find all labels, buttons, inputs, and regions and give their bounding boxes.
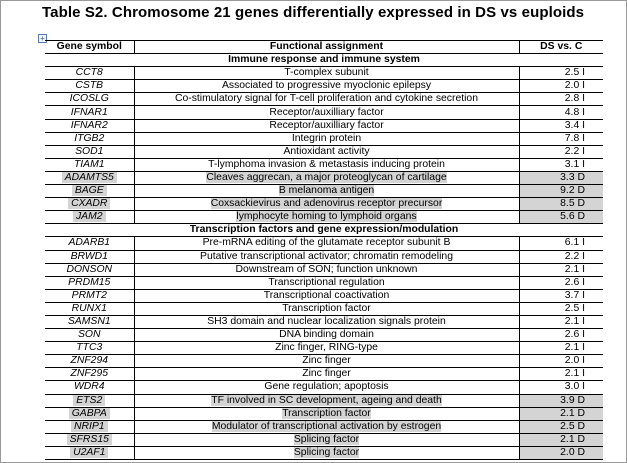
functional-assignment: Zinc finger [302,355,351,367]
function-cell [134,93,519,106]
ratio-cell [519,237,603,250]
header-ds-vs-c [519,41,603,54]
functional-assignment: DNA binding domain [279,329,374,341]
function-cell [134,368,519,381]
ds-vs-c-value: 3.4 I [564,119,585,131]
functional-assignment: Coxsackievirus and adenovirus receptor precursor [210,198,443,210]
function-cell [134,171,519,184]
gene-symbol: CXADR [68,198,110,209]
table-row [45,263,603,276]
gene-symbol-cell [45,446,134,459]
gene-symbol: TTC3 [76,342,103,354]
functional-assignment: Associated to progressive myoclonic epilepsy [221,80,432,92]
gene-symbol-cell [45,407,134,420]
function-cell [134,106,519,119]
gene-symbol: ZNF294 [70,355,109,367]
gene-symbol: ADARB1 [68,237,111,249]
table-row [45,171,603,184]
table-row [45,289,603,302]
section-heading: Immune response and immune system [45,54,603,67]
ratio-cell [519,276,603,289]
ratio-cell [519,198,603,211]
ds-vs-c-value: 3.9 D [560,394,585,406]
gene-symbol: U2AF1 [70,447,108,458]
gene-symbol-cell [45,171,134,184]
gene-symbol: TIAM1 [73,158,105,170]
table-row [45,119,603,132]
functional-assignment: TF involved in SC development, ageing and death [211,394,442,406]
table-row [45,302,603,315]
ds-vs-c-value: 2.0 I [564,80,585,92]
functional-assignment: lymphocyte homing to lymphoid organs [236,211,417,223]
gene-symbol-cell [45,211,134,224]
section-heading-row [45,54,603,67]
gene-symbol-cell [45,119,134,132]
functional-assignment: Pre-mRNA editing of the glutamate receptor subunit B [202,237,451,249]
ratio-cell [519,342,603,355]
table-body [45,54,603,460]
ratio-cell [519,132,603,145]
ratio-cell [519,185,603,198]
gene-symbol-cell [45,132,134,145]
function-cell [134,250,519,263]
functional-assignment: Receptor/auxilliary factor [269,106,384,118]
ds-vs-c-value: 2.5 D [560,420,585,432]
table-title: Table S2. Chromosome 21 genes differentially expressed in DS vs euploids [42,4,585,21]
ratio-cell [519,407,603,420]
function-cell [134,433,519,446]
functional-assignment: Antioxidant activity [283,145,370,157]
ratio-cell [519,329,603,342]
function-cell [134,198,519,211]
gene-symbol-cell [45,185,134,198]
function-cell [134,289,519,302]
table-row [45,446,603,459]
ds-vs-c-value: 2.5 I [564,67,585,79]
ds-vs-c-value: 3.3 D [560,171,585,183]
function-cell [134,394,519,407]
ds-vs-c-value: 3.0 I [564,381,585,393]
gene-symbol-cell [45,93,134,106]
table-row [45,381,603,394]
gene-symbol-cell [45,433,134,446]
functional-assignment: B melanoma antigen [278,185,375,197]
ds-vs-c-value: 2.6 I [564,276,585,288]
section-heading: Transcription factors and gene expression/modulation [45,224,603,237]
function-cell [134,67,519,80]
functional-assignment: Gene regulation; apoptosis [264,381,389,393]
table-row [45,368,603,381]
table-row [45,211,603,224]
table-row [45,394,603,407]
table-row [45,420,603,433]
table-row [45,315,603,328]
table-row [45,237,603,250]
gene-symbol: ZNF295 [70,368,109,380]
gene-symbol-cell [45,67,134,80]
gene-symbol: SOD1 [75,145,104,157]
functional-assignment: Receptor/auxilliary factor [269,119,384,131]
gene-symbol: SON [77,329,101,341]
ds-vs-c-value: 2.6 I [564,329,585,341]
functional-assignment: T-lymphoma invasion & metastasis inducing protein [208,158,445,170]
function-cell [134,185,519,198]
header-functional-assignment: Functional assignment [134,41,519,54]
function-cell [134,381,519,394]
gene-symbol-cell [45,342,134,355]
gene-symbol-cell [45,198,134,211]
function-cell [134,263,519,276]
ds-vs-c-value: 2.1 I [564,342,585,354]
ratio-cell [519,289,603,302]
table-row [45,145,603,158]
ratio-cell [519,381,603,394]
function-cell [134,302,519,315]
gene-symbol-cell [45,237,134,250]
table-row [45,185,603,198]
gene-symbol-cell [45,276,134,289]
table-row [45,355,603,368]
header-gene-symbol: Gene symbol [45,41,134,54]
table-move-handle-icon[interactable]: + [38,34,47,43]
function-cell [134,446,519,459]
ds-vs-c-value: 3.1 I [564,158,585,170]
gene-symbol: DONSON [66,263,113,275]
gene-symbol: IFNAR1 [70,106,108,118]
gene-symbol-cell [45,394,134,407]
ds-vs-c-value: 3.7 I [564,289,585,301]
function-cell [134,80,519,93]
ratio-cell [519,93,603,106]
ratio-cell [519,250,603,263]
gene-symbol: RUNX1 [71,302,107,314]
functional-assignment: Co-stimulatory signal for T-cell proliferation and cytokine secretion [174,93,478,105]
gene-symbol: CCT8 [75,67,103,79]
gene-symbol-cell [45,80,134,93]
ratio-cell [519,145,603,158]
gene-symbol: BAGE [72,185,107,196]
function-cell [134,145,519,158]
gene-symbol-cell [45,145,134,158]
ds-vs-c-value: 8.5 D [560,198,585,210]
ratio-cell [519,263,603,276]
ratio-cell [519,171,603,184]
gene-symbol: PRDM15 [68,276,111,288]
header-ds-vs-c-label: DS vs. C [540,41,583,53]
ratio-cell [519,315,603,328]
functional-assignment: Modulator of transcriptional activation by estrogen [211,420,442,432]
gene-symbol-cell [45,106,134,119]
ratio-cell [519,106,603,119]
function-cell [134,329,519,342]
function-cell [134,342,519,355]
ds-vs-c-value: 2.2 I [564,250,585,262]
function-cell [134,407,519,420]
table-row [45,250,603,263]
function-cell [134,119,519,132]
table-row [45,329,603,342]
gene-symbol-cell [45,250,134,263]
gene-symbol: ITGB2 [74,132,105,144]
functional-assignment: Cleaves aggrecan, a major proteoglycan of cartilage [206,171,447,183]
gene-symbol: JAM2 [73,211,106,222]
ds-vs-c-value: 2.0 D [560,446,585,458]
ratio-cell [519,368,603,381]
ds-vs-c-value: 9.2 D [560,185,585,197]
gene-symbol: WDR4 [73,381,105,393]
table-row [45,407,603,420]
gene-symbol: PRMT2 [71,289,107,301]
table-row [45,342,603,355]
gene-symbol-cell [45,302,134,315]
ratio-cell [519,67,603,80]
ratio-cell [519,80,603,93]
ds-vs-c-value: 2.8 I [564,93,585,105]
functional-assignment: Zinc finger, RING-type [275,342,378,354]
function-cell [134,132,519,145]
function-cell [134,158,519,171]
ds-vs-c-value: 2.5 I [564,302,585,314]
gene-symbol-cell [45,315,134,328]
header-row [45,41,603,54]
ratio-cell [519,211,603,224]
ds-vs-c-value: 2.0 I [564,355,585,367]
ratio-cell [519,420,603,433]
functional-assignment: Transcriptional regulation [268,276,385,288]
gene-symbol-cell [45,329,134,342]
table-row [45,93,603,106]
gene-symbol: IFNAR2 [70,119,108,131]
gene-symbol-cell [45,158,134,171]
functional-assignment: Transcription factor [282,302,371,314]
gene-symbol: NRIP1 [71,421,108,432]
table-row [45,158,603,171]
functional-assignment: SH3 domain and nuclear localization signals protein [207,316,446,328]
ratio-cell [519,446,603,459]
gene-symbol: SAMSN1 [67,316,111,328]
function-cell [134,237,519,250]
function-cell [134,315,519,328]
ds-vs-c-value: 2.2 I [564,145,585,157]
ds-vs-c-value: 7.8 I [564,132,585,144]
gene-symbol: SFRS15 [67,434,112,445]
gene-symbol-cell [45,289,134,302]
ratio-cell [519,355,603,368]
table-row [45,198,603,211]
ds-vs-c-value: 2.1 D [560,407,585,419]
ds-vs-c-value: 2.1 D [560,433,585,445]
ds-vs-c-value: 2.1 I [564,263,585,275]
functional-assignment: Transcription factor [282,407,371,419]
functional-assignment: Integrin protein [291,132,362,144]
table-row [45,80,603,93]
ratio-cell [519,394,603,407]
function-cell [134,276,519,289]
function-cell [134,211,519,224]
gene-table [45,40,603,460]
ds-vs-c-value: 2.1 I [564,316,585,328]
table-row [45,132,603,145]
gene-symbol: ICOSLG [69,93,109,105]
ds-vs-c-value: 2.1 I [564,368,585,380]
gene-symbol-cell [45,263,134,276]
functional-assignment: Putative transcriptional activator; chromatin remodeling [200,250,453,262]
gene-symbol: CSTB [75,80,104,92]
gene-symbol-cell [45,420,134,433]
ratio-cell [519,119,603,132]
ds-vs-c-value: 4.8 I [564,106,585,118]
ratio-cell [519,158,603,171]
functional-assignment: Transcriptional coactivation [263,289,390,301]
function-cell [134,355,519,368]
table-row [45,67,603,80]
gene-symbol: GABPA [69,408,110,419]
gene-symbol-cell [45,381,134,394]
gene-symbol-cell [45,368,134,381]
ratio-cell [519,433,603,446]
functional-assignment: Zinc finger [302,368,351,380]
function-cell [134,420,519,433]
gene-symbol-cell [45,355,134,368]
table-row [45,433,603,446]
table-row [45,276,603,289]
gene-symbol: ETS2 [73,395,105,406]
gene-symbol: ADAMTS5 [62,172,117,183]
table-row [45,106,603,119]
ratio-cell [519,302,603,315]
gene-symbol: BRWD1 [70,250,108,262]
functional-assignment: Splicing factor [293,433,360,445]
functional-assignment: Downstream of SON; function unknown [235,263,418,275]
section-heading-row [45,224,603,237]
functional-assignment: T-complex subunit [284,67,369,79]
ds-vs-c-value: 6.1 I [564,237,585,249]
functional-assignment: Splicing factor [293,446,360,458]
ds-vs-c-value: 5.6 D [560,211,585,223]
